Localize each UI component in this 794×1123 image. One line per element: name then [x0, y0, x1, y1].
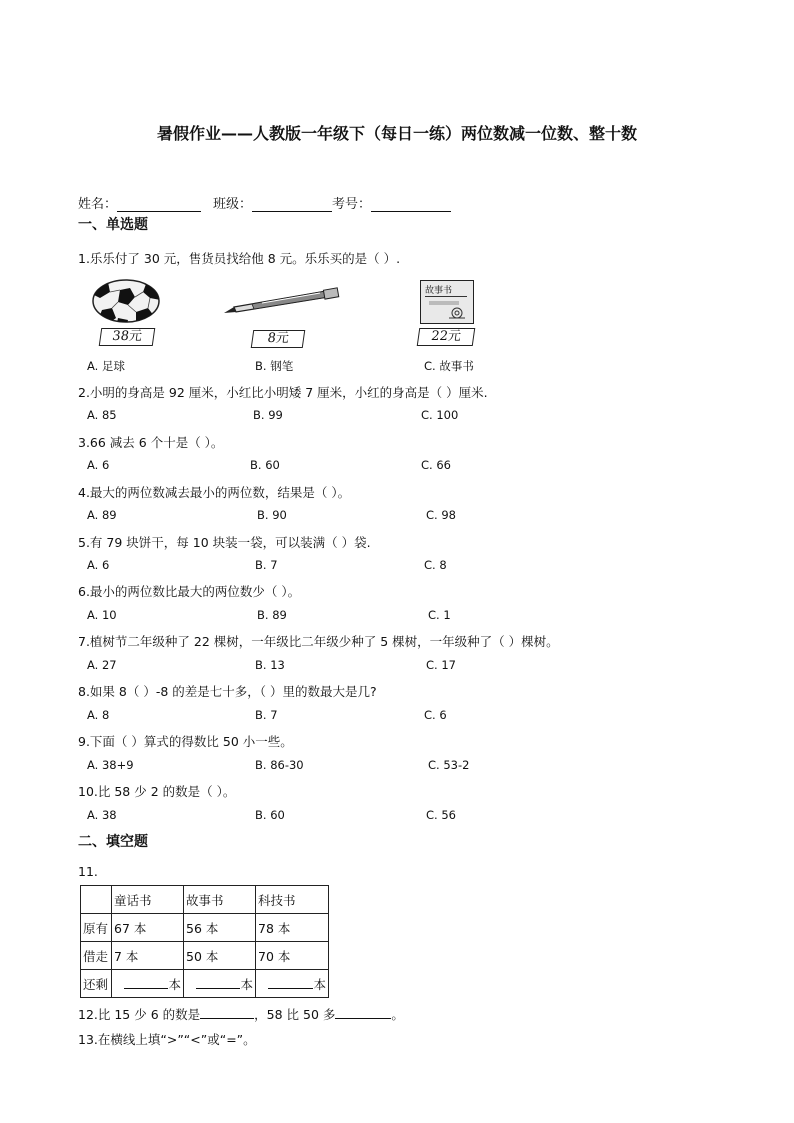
table-row — [81, 942, 329, 970]
answer-blank[interactable] — [268, 975, 313, 989]
remaining-story-cell[interactable] — [184, 970, 256, 998]
snail-icon — [423, 295, 471, 321]
remaining-science-cell[interactable] — [256, 970, 329, 998]
option-a[interactable]: A. 38+9 — [87, 758, 134, 772]
option-c[interactable]: C. 1 — [428, 608, 451, 622]
option-c[interactable]: C. 17 — [426, 658, 456, 672]
question-5-options — [87, 558, 587, 574]
table-cell: 70 本 — [256, 942, 329, 970]
book-cover — [420, 280, 474, 324]
option-c[interactable]: C. 56 — [426, 808, 456, 822]
option-b[interactable]: B. 99 — [253, 408, 283, 422]
question-7-options — [87, 658, 587, 674]
option-b[interactable]: B. 7 — [255, 708, 278, 722]
unit-label: 本 — [313, 976, 326, 992]
option-a[interactable]: A. 6 — [87, 558, 110, 572]
question-12-part3: 。 — [391, 1007, 404, 1022]
section-single-choice: 一、单选题 — [78, 217, 148, 233]
question-7: 7.植树节二年级种了 22 棵树，一年级比二年级少种了 5 棵树，一年级种了（ ）棵树。 — [78, 634, 559, 649]
exam-label: 考号： — [332, 197, 372, 212]
question-8: 8.如果 8（ ）-8 的差是七十多，（ ）里的数最大是几? — [78, 684, 377, 699]
question-9-options — [87, 758, 587, 774]
table-row — [81, 914, 329, 942]
class-label: 班级： — [213, 197, 253, 212]
question-6-options — [87, 608, 587, 624]
table-cell: 借走 — [81, 942, 112, 970]
book-price-tag: 22元 — [417, 328, 476, 346]
question-11-label: 11. — [78, 864, 98, 879]
question-6: 6.最小的两位数比最大的两位数少（ ）。 — [78, 584, 301, 599]
answer-blank[interactable] — [200, 1005, 254, 1019]
class-blank[interactable] — [252, 197, 332, 212]
soccer-ball-icon — [88, 278, 168, 328]
option-a[interactable]: A. 10 — [87, 608, 117, 622]
remaining-fairy-tale-cell[interactable] — [112, 970, 184, 998]
answer-blank[interactable] — [124, 975, 168, 989]
table-header-row — [81, 886, 329, 914]
page-title: 暑假作业——人教版一年级下（每日一练）两位数减一位数、整十数 — [156, 124, 637, 143]
option-a[interactable]: A. 足球 — [87, 359, 125, 373]
question-8-options — [87, 708, 587, 724]
option-a[interactable]: A. 89 — [87, 508, 117, 522]
unit-label: 本 — [168, 976, 181, 992]
option-b[interactable]: B. 13 — [255, 658, 285, 672]
option-c[interactable]: C. 6 — [424, 708, 447, 722]
option-a[interactable]: A. 27 — [87, 658, 117, 672]
book-cover-title: 故事书 — [425, 283, 467, 297]
table-cell: 67 本 — [112, 914, 184, 942]
question-4-options — [87, 508, 587, 524]
student-info-row — [78, 193, 451, 212]
option-c[interactable]: C. 8 — [424, 558, 447, 572]
table-header-cell: 童话书 — [112, 886, 184, 914]
unit-label: 本 — [240, 976, 253, 992]
option-c[interactable]: C. 66 — [421, 458, 451, 472]
question-3-options — [87, 458, 587, 474]
option-b[interactable]: B. 86-30 — [255, 758, 304, 772]
option-a[interactable]: A. 85 — [87, 408, 117, 422]
table-row-remaining — [81, 970, 329, 998]
table-cell: 78 本 — [256, 914, 329, 942]
option-a[interactable]: A. 38 — [87, 808, 117, 822]
table-cell: 7 本 — [112, 942, 184, 970]
question-1-options — [87, 358, 587, 374]
option-c[interactable]: C. 98 — [426, 508, 456, 522]
table-header-cell — [81, 886, 112, 914]
soccer-ball-picture — [88, 278, 168, 348]
option-b[interactable]: B. 60 — [255, 808, 285, 822]
question-2: 2.小明的身高是 92 厘米，小红比小明矮 7 厘米，小红的身高是（ ）厘米. — [78, 385, 488, 400]
pen-picture — [222, 285, 342, 350]
answer-blank[interactable] — [335, 1005, 391, 1019]
question-2-options — [87, 408, 587, 424]
name-label: 姓名： — [78, 197, 118, 212]
pen-price-tag: 8元 — [251, 330, 306, 348]
option-b[interactable]: B. 90 — [257, 508, 287, 522]
option-a[interactable]: A. 6 — [87, 458, 110, 472]
question-12 — [78, 1005, 404, 1023]
option-a[interactable]: A. 8 — [87, 708, 110, 722]
question-5: 5.有 79 块饼干，每 10 块装一袋，可以装满（ ）袋. — [78, 535, 371, 550]
question-12-part2: ，58 比 50 多 — [254, 1007, 336, 1022]
table-cell: 还剩 — [81, 970, 112, 998]
option-c[interactable]: C. 100 — [421, 408, 459, 422]
table-header-cell: 科技书 — [256, 886, 329, 914]
question-9: 9.下面（ ）算式的得数比 50 小一些。 — [78, 734, 293, 749]
books-table — [80, 885, 329, 998]
option-c[interactable]: C. 故事书 — [424, 359, 474, 373]
question-10: 10.比 58 少 2 的数是（ ）。 — [78, 784, 236, 799]
question-13: 13.在横线上填“>”“<”或“=”。 — [78, 1032, 256, 1047]
question-3: 3.66 减去 6 个十是（ ）。 — [78, 435, 224, 450]
table-header-cell: 故事书 — [184, 886, 256, 914]
option-b[interactable]: B. 60 — [250, 458, 280, 472]
question-1: 1.乐乐付了 30 元，售货员找给他 8 元。乐乐买的是（ ）. — [78, 251, 401, 266]
option-c[interactable]: C. 53-2 — [428, 758, 470, 772]
question-10-options — [87, 808, 587, 824]
option-b[interactable]: B. 7 — [255, 558, 278, 572]
table-cell: 原有 — [81, 914, 112, 942]
section-fill-blank: 二、填空题 — [78, 834, 148, 850]
option-b[interactable]: B. 89 — [257, 608, 287, 622]
table-cell: 50 本 — [184, 942, 256, 970]
question-4: 4.最大的两位数减去最小的两位数，结果是（ ）。 — [78, 485, 351, 500]
pen-icon — [222, 285, 342, 317]
table-cell: 56 本 — [184, 914, 256, 942]
option-b[interactable]: B. 钢笔 — [255, 359, 294, 373]
answer-blank[interactable] — [196, 975, 240, 989]
ball-price-tag: 38元 — [99, 328, 156, 346]
name-blank[interactable] — [117, 197, 201, 212]
question-12-part1: 12.比 15 少 6 的数是 — [78, 1007, 201, 1022]
storybook-picture — [418, 280, 478, 350]
exam-blank[interactable] — [371, 197, 451, 212]
